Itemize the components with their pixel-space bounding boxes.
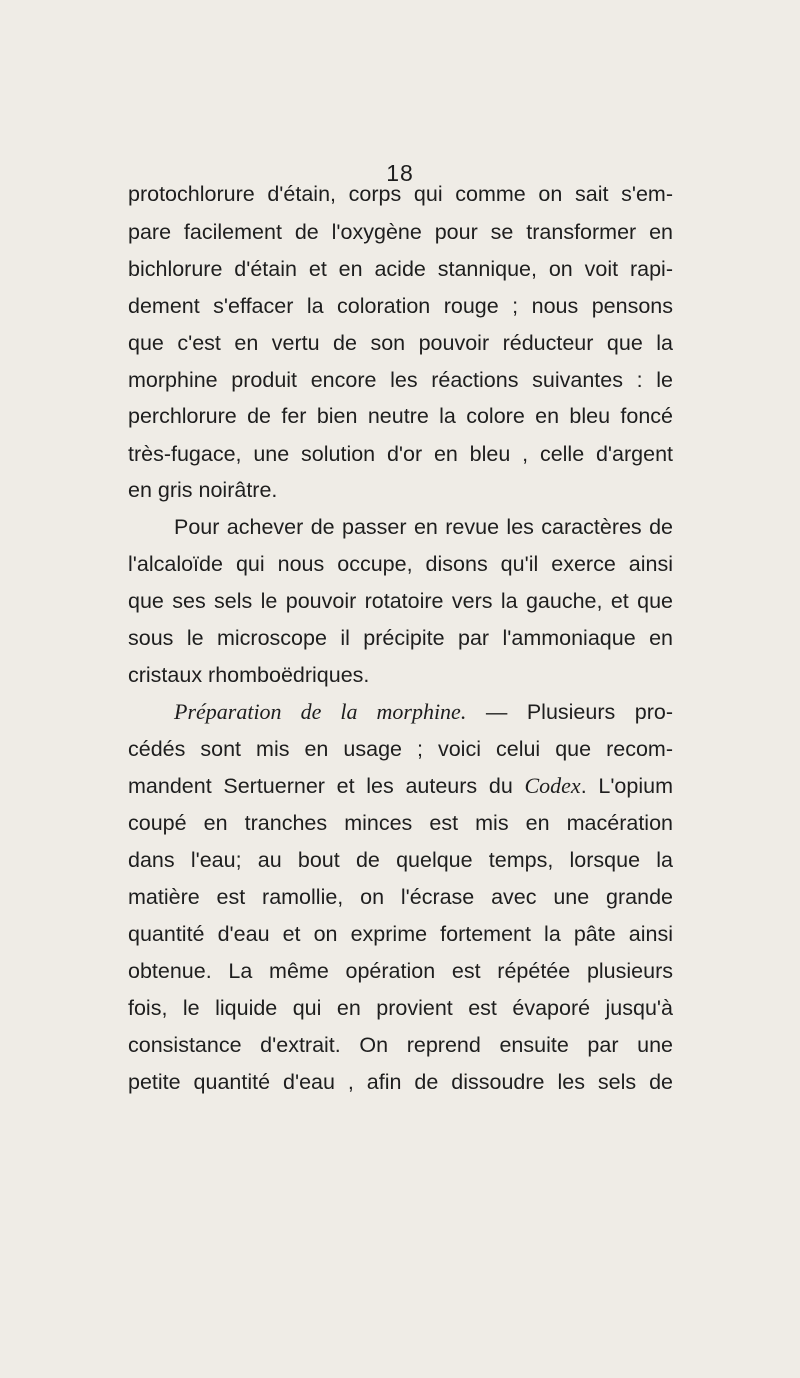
text-fragment: mandent Sertuerner et les auteurs du	[128, 774, 513, 798]
codex-italic: Codex	[524, 773, 581, 798]
text-line: — Plusieurs pro-	[485, 700, 673, 724]
page-number: 18	[386, 160, 414, 186]
text-line: cristaux rhomboëdriques.	[128, 663, 370, 687]
text-line: petite quantité d'eau , afin de dissoudre les sels de	[128, 1070, 673, 1094]
text-line: l'alcaloïde qui nous occupe, disons qu'il exerce ainsi	[128, 552, 673, 576]
text-line: pare facilement de l'oxygène pour se transformer en	[128, 220, 673, 244]
text-line: sous le microscope il précipite par l'ammoniaque en	[128, 626, 673, 650]
text-line: matière est ramollie, on l'écrase avec une grande	[128, 885, 673, 909]
text-line: que ses sels le pouvoir rotatoire vers la gauche, et que	[128, 589, 673, 613]
text-line: fois, le liquide qui en provient est évaporé jusqu'à	[128, 996, 673, 1020]
section-heading-line	[174, 694, 673, 730]
text-line: cédés sont mis en usage ; voici celui que recom-	[128, 737, 673, 761]
text-line: protochlorure d'étain, corps qui comme on sait s'em-	[128, 182, 673, 206]
text-line: bichlorure d'étain et en acide stannique, on voit rapi-	[128, 257, 673, 281]
text-line-codex	[128, 768, 673, 804]
text-line: morphine produit encore les réactions suivantes : le	[128, 368, 673, 392]
text-fragment: . L'opium	[580, 774, 673, 798]
text-line: coupé en tranches minces est mis en macération	[128, 811, 673, 835]
text-line: dement s'effacer la coloration rouge ; nous pensons	[128, 294, 673, 318]
text-line: Pour achever de passer en revue les caractères de	[174, 515, 673, 539]
text-line: perchlorure de fer bien neutre la colore en bleu foncé	[128, 404, 673, 428]
text-line: en gris noirâtre.	[128, 478, 278, 502]
section-heading: Préparation de la morphine.	[174, 699, 467, 724]
text-line: dans l'eau; au bout de quelque temps, lorsque la	[128, 848, 673, 872]
text-line: que c'est en vertu de son pouvoir réducteur que la	[128, 331, 673, 355]
text-line: très-fugace, une solution d'or en bleu , celle d'argent	[128, 442, 673, 466]
text-line: consistance d'extrait. On reprend ensuite par une	[128, 1033, 673, 1057]
text-line: quantité d'eau et on exprime fortement la pâte ainsi	[128, 922, 673, 946]
text-line: obtenue. La même opération est répétée plusieurs	[128, 959, 673, 983]
